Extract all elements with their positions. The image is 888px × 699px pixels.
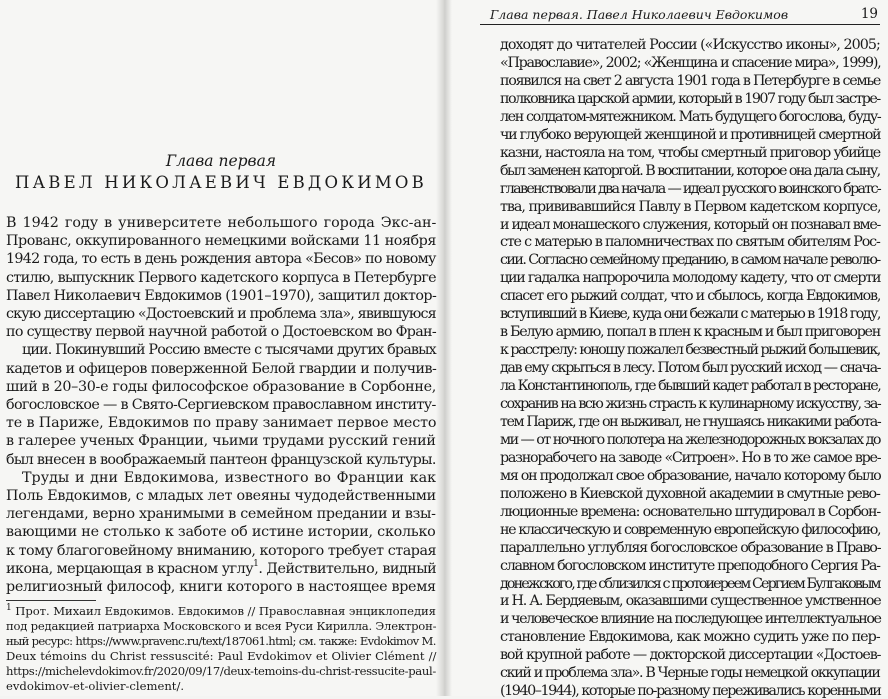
book-gutter xyxy=(436,0,452,696)
text-line: В 1942 году в университете небольшого города Экс-ан- xyxy=(6,215,437,231)
text-line: Павел Николаевич Евдокимов (1901–1970), защитил доктор- xyxy=(6,287,437,304)
text-line: параллельно углубляя богословское образование в Право- xyxy=(500,539,881,556)
text-line: кадетов и офицеров поверженной Белой гвардии и получив- xyxy=(6,360,437,377)
footnote-line: $^1$ Прот. Михаил Евдокимов. Евдокимов // Православная энциклопедия xyxy=(6,603,436,618)
text-line: был внесен в воображаемый пантеон французской культуры. xyxy=(6,451,436,468)
text-line: ский и проблема зла». В Черные годы немецкой оккупации xyxy=(500,665,880,682)
footnote-rule xyxy=(6,600,96,601)
text-line: в галерее ученых Франции, чьими трудами русский гений xyxy=(6,433,436,450)
text-line: люционные времена: основательно штудировал в Сорбон- xyxy=(500,503,880,520)
text-line: не классическую и современную европейскую философию, xyxy=(500,521,881,538)
text-line: появился на свет 2 августа 1901 года в Петербурге в семье xyxy=(500,72,881,89)
text-line: тем Париж, где он выживал, не гнушаясь никакими работа- xyxy=(500,413,881,430)
text-line: те в Париже, Евдокимов по праву занимает первое место xyxy=(6,415,437,432)
text-line: донежского, где сблизился с протоиереем Сергием Булгаковым xyxy=(500,575,880,592)
footnote-ref[interactable]: 1 xyxy=(253,558,259,569)
text-line: разнорабочего на заводе «Ситроен». Но в то же самое вре- xyxy=(500,449,881,466)
text-line: тва, прививавшийся Павлу в Первом кадетском корпусе, xyxy=(500,198,881,215)
text-line: сохранив на всю жизнь страсть к кулинарному искусству, за- xyxy=(500,396,881,412)
footnote-line: https://michelevdokimov.fr/2020/09/17/deux-temoins-du-christ-ressucite-paul- xyxy=(6,664,436,678)
footnote-marker: 1 xyxy=(6,603,12,613)
text-line: становление Евдокимова, как можно судить уже по пер- xyxy=(500,629,880,646)
text-line: был заменен каторгой. В воспитании, которое она дала сыну, xyxy=(500,162,880,179)
text-line: мя он продолжал свое образование, начало которому было xyxy=(500,467,881,484)
text-line: по существу первой научной работой о Достоевском во Фран- xyxy=(6,324,436,341)
text-line: полковника царской армии, который в 1907 году был застре- xyxy=(500,90,880,107)
text-line: Поль Евдокимов, с младых лет овеяны чудодейственными xyxy=(6,488,436,504)
text-line: лен солдатом-мятежником. Мать будущего богослова, буду- xyxy=(500,108,881,125)
page-number: 19 xyxy=(860,6,878,22)
footnote-line: Deux témoins du Christ ressuscité: Paul Evdokimov et Olivier Clément // xyxy=(6,649,437,663)
text-line: религиозный философ, книги которого в настоящее время xyxy=(6,579,436,595)
text-line: вающими не столько к заботе об истине истории, сколько xyxy=(6,524,436,541)
text-line: и Н. А. Бердяевым, оказавшими существенное умственное xyxy=(500,593,881,610)
text-line: ший в 20–30-е годы философское образование в Сорбонне, xyxy=(6,378,436,395)
chapter-title: ПАВЕЛ НИКОЛАЕВИЧ ЕВДОКИМОВ xyxy=(15,173,427,192)
text-line: положено в Киевской духовной академии в смутные рево- xyxy=(500,485,880,502)
text-line: и идеал монашеского служения, который он познавал вме- xyxy=(500,216,881,233)
text-line: доходят до читателей России («Искусство иконы», 2005; xyxy=(500,37,880,53)
text-line: ла Константинополь, где бывший кадет работал в ресторане, xyxy=(500,378,881,395)
text-line: в Белую армию, попал в плен к красным и был приговорен xyxy=(500,324,880,341)
text-line: казни, настояла на том, чтобы смертный приговор убийце xyxy=(500,144,880,161)
text-line: богословское — в Свято-Сергиевском православном институ- xyxy=(6,397,436,413)
text-line: главенствовали два начала — идеал русского воинского братс- xyxy=(500,180,881,197)
text-line: спасет его рыжий солдат, что и сбылось, когда Евдокимов, xyxy=(500,288,881,305)
text-line: к тому благоговейному вниманию, которого требует старая xyxy=(6,542,437,559)
text-line: ции гадалка напророчила молодому кадету, что от смерти xyxy=(500,270,881,287)
text-line: к расстрелу: юношу пожалел безвестный рыжий большевик, xyxy=(500,342,880,359)
text-line: икона, мерцающая в красном углу$^1$. Действительно, видный xyxy=(6,558,437,577)
text-line: дав ему скрыться в лесу. Потом был русский исход — снача- xyxy=(500,360,881,377)
header-rule xyxy=(480,24,880,25)
text-line: легендами, верно хранимыми в семейном предании и взы- xyxy=(6,506,436,523)
footnote-line: ный ресурс: https://www.pravenc.ru/text/187061.html; см. также: Evdokimov M. xyxy=(6,634,436,648)
running-header xyxy=(480,6,880,22)
text-line: «Православие», 2002; «Женщина и спасение мира», 1999), xyxy=(500,55,881,71)
chapter-label: Глава первая xyxy=(165,152,277,170)
text-line: ми — от ночного полотера на железнодорожных вокзалах до xyxy=(500,431,880,448)
text-line: стилю, выпускник Первого кадетского корпуса в Петербурге xyxy=(6,269,436,286)
text-line: (1940–1944), которые по-разному переживались коренными xyxy=(500,683,881,699)
text-line: сте с матерью в паломничествах по святым обителям Рос- xyxy=(500,234,880,251)
text-line: вступивший в Киеве, куда они бежали с матерью в 1918 году, xyxy=(500,306,880,323)
text-line: ции. Покинувший Россию вместе с тысячами других бравых xyxy=(22,342,436,359)
text-line: 1942 года, то есть в день рождения автора «Бесов» по новому xyxy=(6,251,436,268)
text-line: скую диссертацию «Достоевский и проблема зла», явившуюся xyxy=(6,306,436,322)
text-line: вой крупной работе — докторской диссертации «Достоев- xyxy=(500,647,881,664)
footnote-line: под редакцией патриарха Московского и всея Руси Кирилла. Электрон- xyxy=(6,619,437,633)
text-line: Труды и дни Евдокимова, известного во Франции как xyxy=(22,469,437,486)
text-line: сии. Согласно семейному преданию, в самом начале револю- xyxy=(500,252,880,269)
text-line: и человеческое влияние на последующее интеллектуальное xyxy=(500,611,881,628)
text-line: славном богословском институте преподобного Сергия Ра- xyxy=(500,557,880,574)
footnote-line: evdokimov-et-olivier-clement/. xyxy=(6,679,185,693)
text-line: чи глубоко верующей женщиной и противницей смертной xyxy=(500,126,881,143)
running-header-title: Глава первая. Павел Николаевич Евдокимов xyxy=(490,7,789,22)
text-line: Прованс, оккупированного немецкими войсками 11 ноября xyxy=(6,233,436,250)
